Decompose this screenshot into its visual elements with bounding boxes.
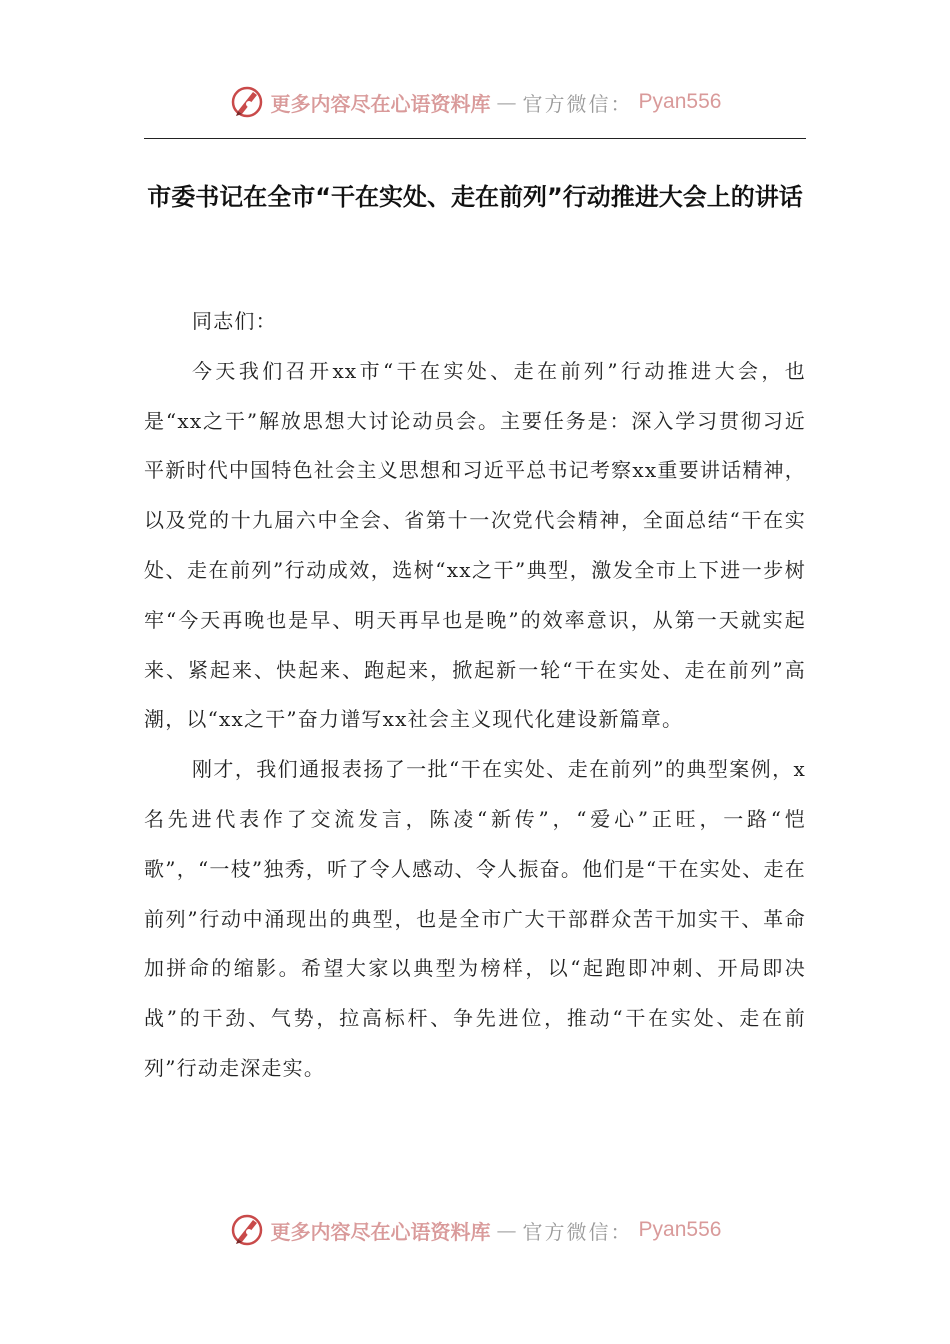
document-title: 市委书记在全市“干在实处、走在前列”行动推进大会上的讲话 <box>147 183 803 211</box>
header-banner <box>0 80 950 124</box>
header-divider <box>144 138 806 139</box>
paragraph: 刚才，我们通报表扬了一批“干在实处、走在前列”的典型案例，x名先进代表作了交流发言，陈凌“新传”，“爱心”正旺，一路“恺歌”，“一枝”独秀，听了令人感动、令人振奋。他们是“干在实处、走在前列”行动中涌现出的典型，也是全市广大干部群众苦干加实干、革命加拼命的缩影。希望大家以典型为榜样，以“起跑即冲刺、开局即决战”的干劲、气势，拉高标杆、争先进位，推动“干在实处、走在前列”行动走深走实。 <box>144 757 806 1080</box>
banner-text: 更多内容尽在心语资料库 <box>270 91 491 116</box>
banner-wechat-label: 官方微信： <box>522 1219 633 1244</box>
pen-logo-icon <box>229 1212 265 1248</box>
banner-wechat-id: Pyan556 <box>638 90 722 113</box>
banner-text: 更多内容尽在心语资料库 <box>270 1219 491 1244</box>
paragraph: 今天我们召开xx市“干在实处、走在前列”行动推进大会，也是“xx之干”解放思想大讨论动员会。主要任务是：深入学习贯彻习近平新时代中国特色社会主义思想和习近平总书记考察xx重要讲话精神，以及党的十九届六中全会、省第十一次党代会精神，全面总结“干在实处、走在前列”行动成效，选树“xx之干”典型，激发全市上下进一步树牢“今天再晚也是早、明天再早也是晚”的效率意识，从第一天就实起来、紧起来、快起来、跑起来，掀起新一轮“干在实处、走在前列”高潮，以“xx之干”奋力谱写xx社会主义现代化建设新篇章。 <box>144 358 806 732</box>
banner-wechat-id: Pyan556 <box>638 1218 722 1241</box>
pen-logo-icon <box>229 84 265 120</box>
footer-banner <box>0 1208 950 1252</box>
banner-separator: — <box>496 90 517 114</box>
paragraph-salutation: 同志们： <box>192 309 277 333</box>
banner-separator: — <box>496 1218 517 1242</box>
banner-wechat-label: 官方微信： <box>522 91 633 116</box>
document-body <box>144 297 806 1094</box>
